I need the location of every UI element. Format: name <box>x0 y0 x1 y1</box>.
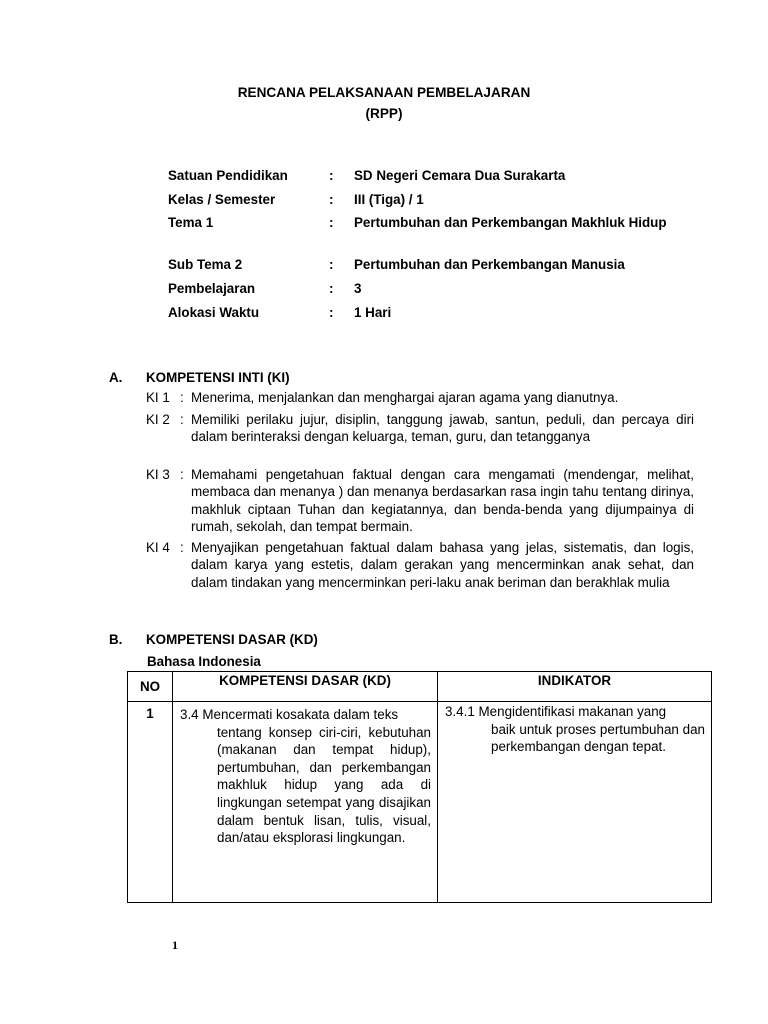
kd-table <box>127 671 712 903</box>
ki-colon: : <box>180 412 184 427</box>
identity-label: Sub Tema 2 <box>168 257 243 272</box>
indicator-first-text: Mengidentifikasi makanan yang <box>478 704 667 719</box>
identity-colon: : <box>329 305 334 320</box>
ki-text: Menyajikan pengetahuan faktual dalam bahasa yang jelas, sistematis, dan logis, dalam karya yang estetis, dalam gerakan yang mencerminkan anak sehat, dan dalam tindakan yang mencerminkan peri-laku anak beriman dan berakhlak mulia <box>191 540 694 590</box>
ki-code: KI 4 <box>146 540 170 555</box>
page-number: 1 <box>172 938 178 952</box>
document-title: RENCANA PELAKSANAAN PEMBELAJARAN <box>237 85 531 100</box>
indicator-number: 3.4.1 <box>445 704 475 719</box>
identity-value: 1 Hari <box>354 305 392 320</box>
identity-value: III (Tiga) / 1 <box>354 192 424 207</box>
indicator-cell <box>438 702 712 903</box>
section-letter: B. <box>109 632 123 647</box>
identity-label: Kelas / Semester <box>168 192 276 207</box>
ki-text: Menerima, menjalankan dan menghargai ajaran agama yang dianutnya. <box>191 390 619 405</box>
identity-value: SD Negeri Cemara Dua Surakarta <box>354 168 566 183</box>
identity-label: Satuan Pendidikan <box>168 168 288 183</box>
kd-rest-text: tentang konsep ciri-ciri, kebutuhan (makanan dan tempat hidup), pertumbuhan, dan perkembangan makhluk hidup yang ada di lingkungan setempat yang disajikan dalam bentuk lisan, tulis, visual, dan/atau eksplorasi lingkungan. <box>217 724 431 846</box>
identity-colon: : <box>329 281 334 296</box>
identity-colon: : <box>329 192 334 207</box>
kd-first-text: Mencermati kosakata dalam teks <box>202 707 399 722</box>
identity-label: Tema 1 <box>168 215 214 230</box>
ki-colon: : <box>180 467 184 482</box>
kd-cell <box>173 702 438 903</box>
identity-colon: : <box>329 215 334 230</box>
ki-colon: : <box>180 540 184 555</box>
identity-colon: : <box>329 168 334 183</box>
section-letter: A. <box>109 370 123 385</box>
ki-text: Memahami pengetahuan faktual dengan cara mengamati (mendengar, melihat, membaca dan menanya ) dan menanya berdasarkan rasa ingin tahu tentang dirinya, makhluk ciptaan Tuhan dan kegiatannya, dan benda-benda yang dijumpainya di rumah, sekolah, dan tempat bermain. <box>191 467 694 535</box>
identity-value: Pertumbuhan dan Perkembangan Makhluk Hidup <box>354 215 667 230</box>
section-title: KOMPETENSI DASAR (KD) <box>146 632 318 647</box>
header-kd: KOMPETENSI DASAR (KD) <box>173 672 438 702</box>
table-row <box>128 702 712 903</box>
document-subtitle: (RPP) <box>365 106 403 121</box>
identity-label: Alokasi Waktu <box>168 305 260 320</box>
kd-first-line <box>180 706 431 724</box>
subject-name: Bahasa Indonesia <box>147 654 261 669</box>
identity-label: Pembelajaran <box>168 281 256 296</box>
kd-number: 3.4 <box>180 707 199 722</box>
identity-value: 3 <box>354 281 362 296</box>
ki-code: KI 3 <box>146 467 170 482</box>
identity-value: Pertumbuhan dan Perkembangan Manusia <box>354 257 625 272</box>
indicator-first-line <box>445 703 705 721</box>
ki-text: Memiliki perilaku jujur, disiplin, tanggung jawab, santun, peduli, dan percaya diri dalam berinteraksi dengan keluarga, teman, guru, dan tetangganya <box>191 412 694 445</box>
ki-code: KI 2 <box>146 412 170 427</box>
header-no: NO <box>128 672 173 702</box>
row-number: 1 <box>128 702 173 903</box>
section-title: KOMPETENSI INTI (KI) <box>146 370 290 385</box>
indicator-rest-text: baik untuk proses pertumbuhan dan perkembangan dengan tepat. <box>491 721 705 755</box>
identity-colon: : <box>329 257 334 272</box>
table-header-row <box>128 672 712 702</box>
ki-code: KI 1 <box>146 390 170 405</box>
ki-colon: : <box>180 390 184 405</box>
header-indikator: INDIKATOR <box>438 672 712 702</box>
